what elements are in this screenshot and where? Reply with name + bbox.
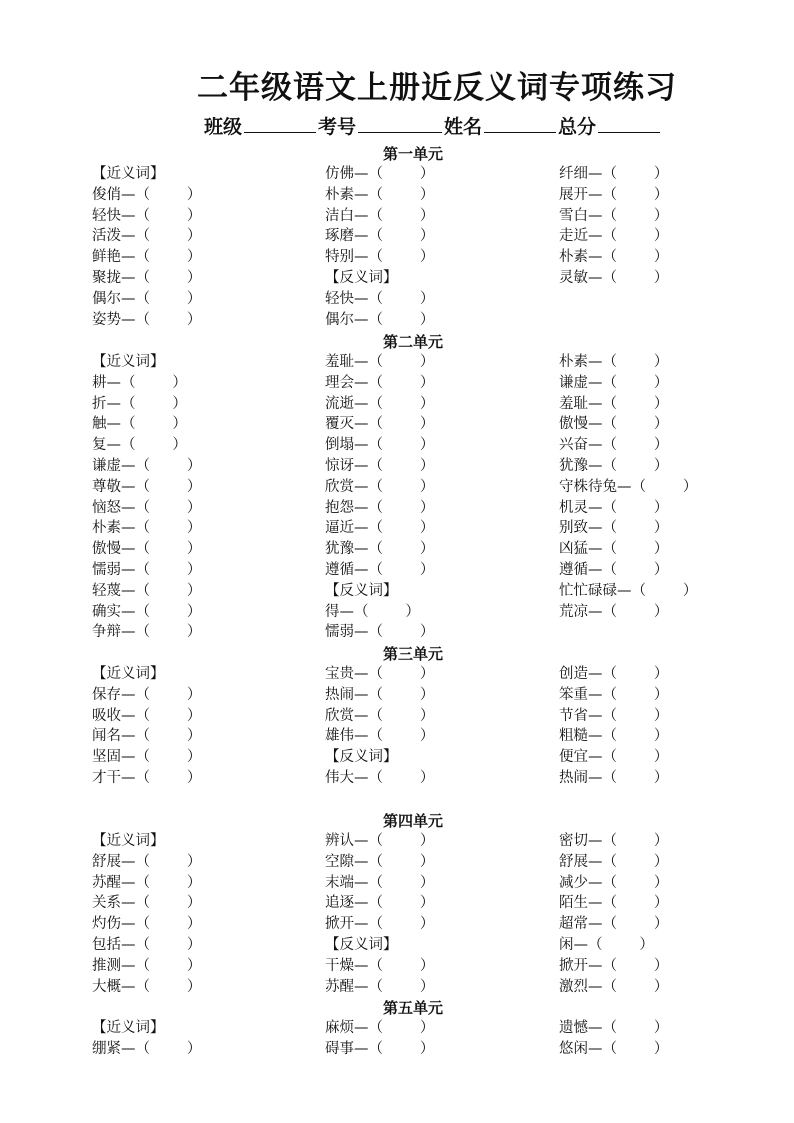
word-item[interactable]: 耕—（ ）: [92, 374, 187, 391]
section-label: 【近义词】: [92, 1020, 165, 1036]
word-item[interactable]: 荒凉—（ ）: [559, 603, 669, 620]
word-item[interactable]: 灵敏—（ ）: [559, 270, 669, 286]
word-item[interactable]: 末端—（ ）: [325, 874, 435, 891]
word-item[interactable]: 傲慢—（ ）: [92, 541, 202, 558]
section-label: 【近义词】: [92, 354, 165, 370]
word-item[interactable]: 节省—（ ）: [559, 707, 669, 724]
word-item[interactable]: 争辩—（ ）: [92, 624, 202, 641]
word-item[interactable]: 羞耻—（ ）: [559, 395, 669, 412]
word-item[interactable]: 羞耻—（ ）: [325, 354, 435, 370]
word-item[interactable]: 轻蔑—（ ）: [92, 582, 202, 599]
word-item[interactable]: 凶猛—（ ）: [559, 541, 669, 558]
word-item[interactable]: 抱怨—（ ）: [325, 499, 435, 516]
word-item[interactable]: 聚拢—（ ）: [92, 270, 202, 286]
word-item[interactable]: 活泼—（ ）: [92, 228, 202, 245]
word-item[interactable]: 倒塌—（ ）: [325, 437, 435, 454]
word-item[interactable]: 便宜—（ ）: [559, 749, 669, 766]
word-item[interactable]: 朴素—（ ）: [559, 354, 669, 370]
unit-heading: 第三单元: [382, 645, 443, 663]
word-item[interactable]: 雄伟—（ ）: [325, 728, 435, 745]
word-item[interactable]: 特别—（ ）: [325, 249, 435, 266]
word-item[interactable]: 麻烦—（ ）: [325, 1020, 435, 1036]
word-item[interactable]: 犹豫—（ ）: [559, 458, 669, 474]
word-item[interactable]: 展开—（ ）: [559, 186, 669, 203]
word-item[interactable]: 包括—（ ）: [92, 937, 202, 953]
word-item[interactable]: 轻快—（ ）: [92, 207, 202, 224]
section-label: 【反义词】: [325, 270, 398, 286]
unit-heading: 第一单元: [382, 145, 443, 163]
word-item[interactable]: 仿佛—（ ）: [325, 166, 435, 182]
word-item[interactable]: 复—（ ）: [92, 437, 187, 454]
word-item[interactable]: 懦弱—（ ）: [92, 562, 202, 578]
section-label: 【反义词】: [325, 582, 398, 599]
word-item[interactable]: 逼近—（ ）: [325, 520, 435, 537]
word-item[interactable]: 朴素—（ ）: [559, 249, 669, 266]
word-item[interactable]: 谦虚—（ ）: [92, 458, 202, 474]
word-item[interactable]: 尊敬—（ ）: [92, 478, 202, 495]
unit-heading: 第二单元: [382, 333, 443, 351]
info-blank[interactable]: [484, 112, 556, 133]
section-label: 【反义词】: [325, 937, 398, 953]
info-label: 考号: [318, 116, 357, 138]
word-item[interactable]: 兴奋—（ ）: [559, 437, 669, 454]
word-item[interactable]: 宝贵—（ ）: [325, 666, 435, 682]
word-item[interactable]: 空隙—（ ）: [325, 853, 435, 870]
word-item[interactable]: 覆灭—（ ）: [325, 416, 435, 433]
unit-heading: 第四单元: [382, 812, 443, 830]
word-item[interactable]: 确实—（ ）: [92, 603, 202, 620]
word-item[interactable]: 偶尔—（ ）: [92, 290, 202, 307]
word-item[interactable]: 遵循—（ ）: [559, 562, 669, 578]
word-item[interactable]: 推测—（ ）: [92, 957, 202, 974]
word-item[interactable]: 遵循—（ ）: [325, 562, 435, 578]
word-item[interactable]: 洁白—（ ）: [325, 207, 435, 224]
word-item[interactable]: 掀开—（ ）: [559, 957, 669, 974]
word-item[interactable]: 别致—（ ）: [559, 520, 669, 537]
word-item[interactable]: 走近—（ ）: [559, 228, 669, 245]
word-item[interactable]: 吸收—（ ）: [92, 707, 202, 724]
word-item[interactable]: 追逐—（ ）: [325, 895, 435, 912]
word-item[interactable]: 理会—（ ）: [325, 374, 435, 391]
word-item[interactable]: 偶尔—（ ）: [325, 311, 435, 328]
word-item[interactable]: 热闹—（ ）: [559, 770, 669, 786]
word-item[interactable]: 朴素—（ ）: [92, 520, 202, 537]
word-item[interactable]: 干燥—（ ）: [325, 957, 435, 974]
unit-heading: 第五单元: [382, 999, 443, 1017]
word-item[interactable]: 掀开—（ ）: [325, 916, 435, 933]
info-label: 班级: [204, 116, 243, 138]
word-item[interactable]: 琢磨—（ ）: [325, 228, 435, 245]
word-item[interactable]: 热闹—（ ）: [325, 686, 435, 703]
word-item[interactable]: 坚固—（ ）: [92, 749, 202, 766]
word-item[interactable]: 悠闲—（ ）: [559, 1040, 669, 1057]
info-label: 姓名: [444, 116, 483, 138]
section-label: 【近义词】: [92, 833, 165, 849]
word-item[interactable]: 雪白—（ ）: [559, 207, 669, 224]
word-item[interactable]: 粗糙—（ ）: [559, 728, 669, 745]
section-label: 【近义词】: [92, 166, 165, 182]
word-item[interactable]: 苏醒—（ ）: [92, 874, 202, 891]
word-item[interactable]: 纤细—（ ）: [559, 166, 669, 182]
word-item[interactable]: 姿势—（ ）: [92, 311, 202, 328]
info-label: 总分: [558, 116, 597, 138]
word-item[interactable]: 超常—（ ）: [559, 916, 669, 933]
word-item[interactable]: 欣赏—（ ）: [325, 707, 435, 724]
word-item[interactable]: 遗憾—（ ）: [559, 1020, 669, 1036]
word-item[interactable]: 得—（ ）: [325, 603, 420, 620]
word-item[interactable]: 苏醒—（ ）: [325, 978, 435, 995]
word-item[interactable]: 闻名—（ ）: [92, 728, 202, 745]
word-item[interactable]: 流逝—（ ）: [325, 395, 435, 412]
word-item[interactable]: 俊俏—（ ）: [92, 186, 202, 203]
word-item[interactable]: 傲慢—（ ）: [559, 416, 669, 433]
word-item[interactable]: 才干—（ ）: [92, 770, 202, 786]
word-item[interactable]: 机灵—（ ）: [559, 499, 669, 516]
word-item[interactable]: 懦弱—（ ）: [325, 624, 435, 641]
word-item[interactable]: 惊讶—（ ）: [325, 458, 435, 474]
word-item[interactable]: 触—（ ）: [92, 416, 187, 433]
word-item[interactable]: 犹豫—（ ）: [325, 541, 435, 558]
word-item[interactable]: 辨认—（ ）: [325, 833, 435, 849]
student-info-line: [204, 112, 662, 138]
page-title: 二年级语文上册近反义词专项练习: [197, 70, 677, 106]
word-item[interactable]: 灼伤—（ ）: [92, 916, 202, 933]
word-item[interactable]: 碍事—（ ）: [325, 1040, 435, 1057]
word-item[interactable]: 恼怒—（ ）: [92, 499, 202, 516]
word-item[interactable]: 笨重—（ ）: [559, 686, 669, 703]
word-item[interactable]: 关系—（ ）: [92, 895, 202, 912]
section-label: 【近义词】: [92, 666, 165, 682]
word-item[interactable]: 忙忙碌碌—（ ）: [559, 582, 698, 599]
word-item[interactable]: 大概—（ ）: [92, 978, 202, 995]
word-item[interactable]: 绷紧—（ ）: [92, 1040, 202, 1057]
word-item[interactable]: 谦虚—（ ）: [559, 374, 669, 391]
word-item[interactable]: 创造—（ ）: [559, 666, 669, 682]
word-item[interactable]: 守株待兔—（ ）: [559, 478, 698, 495]
info-blank[interactable]: [358, 112, 442, 133]
word-item[interactable]: 伟大—（ ）: [325, 770, 435, 786]
word-item[interactable]: 闲—（ ）: [559, 937, 654, 953]
word-item[interactable]: 保存—（ ）: [92, 686, 202, 703]
word-item[interactable]: 欣赏—（ ）: [325, 478, 435, 495]
word-item[interactable]: 激烈—（ ）: [559, 978, 669, 995]
info-blank[interactable]: [598, 112, 660, 133]
word-item[interactable]: 朴素—（ ）: [325, 186, 435, 203]
word-item[interactable]: 减少—（ ）: [559, 874, 669, 891]
info-blank[interactable]: [244, 112, 316, 133]
word-item[interactable]: 折—（ ）: [92, 395, 187, 412]
section-label: 【反义词】: [325, 749, 398, 766]
word-item[interactable]: 舒展—（ ）: [92, 853, 202, 870]
word-item[interactable]: 舒展—（ ）: [559, 853, 669, 870]
word-item[interactable]: 陌生—（ ）: [559, 895, 669, 912]
word-item[interactable]: 密切—（ ）: [559, 833, 669, 849]
word-item[interactable]: 轻快—（ ）: [325, 290, 435, 307]
word-item[interactable]: 鲜艳—（ ）: [92, 249, 202, 266]
